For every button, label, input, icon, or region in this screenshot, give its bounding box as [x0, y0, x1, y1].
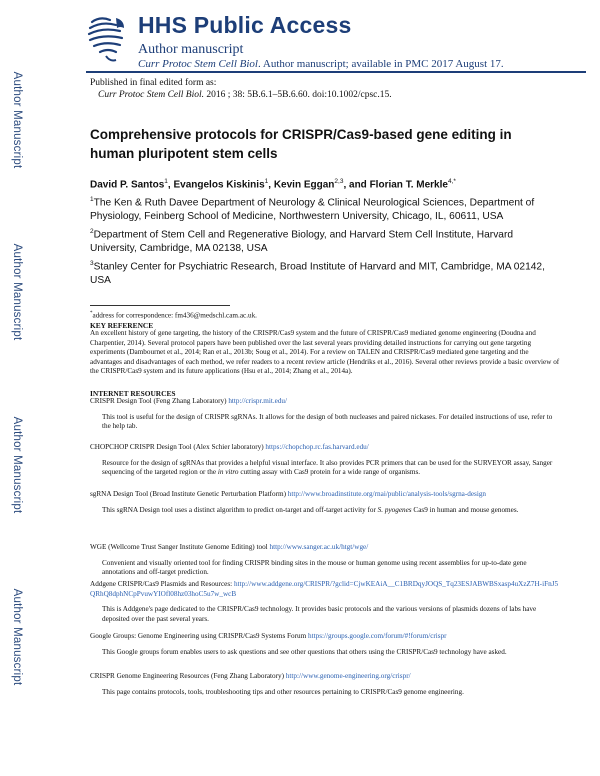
resource-title-line	[90, 580, 560, 599]
resource-item	[90, 543, 560, 578]
author-separator: ,	[167, 179, 174, 191]
resource-title: CHOPCHOP CRISPR Design Tool (Alex Schier laboratory)	[90, 443, 266, 451]
citation-details: 2016 ; 38: 5B.6.1–5B.6.60. doi:10.1002/cpsc.15.	[204, 90, 392, 100]
affiliation	[90, 193, 560, 223]
resource-description	[90, 459, 560, 478]
resource-link[interactable]: https://groups.google.com/forum/#!forum/crispr	[308, 632, 447, 640]
resource-description	[90, 506, 560, 516]
author-name: Kevin Eggan	[273, 179, 335, 191]
sidebar-label-text: Author Manuscript	[11, 243, 23, 341]
resource-link[interactable]: http://www.sanger.ac.uk/htgt/wge/	[269, 543, 369, 551]
resource-title: CRISPR Design Tool (Feng Zhang Laboratory)	[90, 397, 229, 405]
resource-description-part: Resource for the design of sgRNAs that provides a helpful visual interface. It also provides PCR primers that can be used for the SURVEYOR assay, Sanger sequencing of the targeted region or the	[102, 458, 553, 476]
correspondence-footnote	[90, 309, 560, 321]
resource-title-line	[90, 490, 560, 500]
key-reference-heading: KEY REFERENCE	[90, 321, 154, 330]
resource-link[interactable]: http://www.broadinstitute.org/rnai/public/analysis-tools/sgrna-design	[287, 490, 487, 498]
affiliation-number: 1	[90, 196, 94, 203]
sidebar-author-manuscript-label	[4, 577, 30, 697]
hhs-eagle-logo-icon	[86, 12, 130, 64]
resource-title: CRISPR Genome Engineering Resources (Feng Zhang Laboratory)	[90, 672, 286, 680]
resource-item	[90, 490, 560, 515]
citation-journal: Curr Protoc Stem Cell Biol.	[98, 90, 204, 100]
footnote-rule	[90, 305, 230, 306]
key-reference-text: An excellent history of gene targeting, the history of the CRISPR/Cas9 system and the future of CRISPR/Cas9 mediated genome engineering (Doudna and Charpentier, 2014). Several protocol papers have been published over the last several years providing detailed instructions for carrying out gene targeting experiments (Dambournet et al., 2014; Ran et al., 2013b; Soug et al., 2014). For a review on TALEN and CRISPR/Cas9 mediated gene targeting and the advantages and disadvantages of each method, we refer readers to a recent review article (Hendriks et al., 2016). Several other reviews provide a basic overview of the CRISPR/Cas9 system and its future applications (Hsu et al., 2014; Zhang et al., 2014a).	[90, 329, 560, 375]
author-affiliation-sup: 1	[264, 178, 269, 185]
sidebar-label-text: Author Manuscript	[11, 588, 23, 686]
affiliation-text: Department of Stem Cell and Regenerative Biology, and Harvard Stem Cell Institute, Harvard University, Cambridge, MA 02138, USA	[90, 229, 514, 254]
affiliation	[90, 225, 560, 255]
author-affiliation-sup: 1	[164, 178, 168, 185]
availability-text: . Author manuscript; available in PMC 2017 August 17.	[257, 58, 504, 70]
footnote-text: address for correspondence: fm436@medschl.cam.ac.uk.	[92, 311, 257, 320]
affiliation-number: 3	[90, 260, 94, 267]
resource-item	[90, 632, 560, 657]
resource-item	[90, 580, 560, 624]
sidebar-author-manuscript-label	[4, 405, 30, 525]
resource-title-line	[90, 543, 560, 553]
author-name: Florian T. Merkle	[369, 179, 448, 191]
resource-description-italic: S. pyogenes	[377, 505, 412, 514]
journal-availability-line	[138, 58, 504, 70]
resource-description: This tool is useful for the design of CRISPR sgRNAs. It allows for the design of both nucleases and paired nickases. For detailed instructions of use, refer to the help tab.	[102, 412, 553, 430]
resource-title-line	[90, 632, 560, 642]
author-affiliation-sup: 2,3	[334, 178, 344, 185]
affiliation	[90, 257, 560, 287]
resource-title: Addgene CRISPR/Cas9 Plasmids and Resources:	[90, 580, 234, 588]
resource-title-line	[90, 397, 560, 407]
author-affiliation-sup: 4,*	[447, 178, 456, 185]
journal-name: Curr Protoc Stem Cell Biol	[138, 58, 258, 70]
footnote-marker: *	[90, 311, 93, 316]
author-name: Evangelos Kiskinis	[173, 179, 265, 191]
author-name: David P. Santos	[90, 179, 165, 191]
resource-link[interactable]: http://crispr.mit.edu/	[228, 397, 288, 405]
hhs-header	[86, 12, 586, 78]
resource-description-italic: in vitro	[217, 468, 239, 476]
resource-title: Google Groups: Genome Engineering using CRISPR/Cas9 Systems Forum	[90, 632, 309, 640]
resource-link[interactable]: https://chopchop.rc.fas.harvard.edu/	[265, 443, 369, 451]
published-citation	[90, 89, 392, 101]
author-separator: , and	[343, 179, 370, 191]
affiliation-number: 2	[90, 228, 94, 235]
resource-description-part: cutting assay with Cas9 protein for a wide range of organisms.	[238, 468, 421, 476]
resource-item	[90, 672, 560, 697]
affiliation-text: Stanley Center for Psychiatric Research, Broad Institute of Harvard and MIT, Cambridge, MA 02142, USA	[90, 261, 545, 286]
resource-description-part: Cas9 in human and mouse genomes.	[411, 505, 519, 514]
resource-title: WGE (Wellcome Trust Sanger Institute Genome Editing) tool	[90, 543, 270, 551]
header-rule	[86, 71, 586, 73]
sidebar-label-text: Author Manuscript	[11, 71, 23, 169]
resource-title-line	[90, 672, 560, 682]
resource-title-line	[90, 443, 560, 453]
resource-item	[90, 443, 560, 478]
paper-title: Comprehensive protocols for CRISPR/Cas9-based gene editing in human pluripotent stem cells	[90, 127, 512, 161]
published-in-block	[90, 77, 392, 101]
resource-description-part: This sgRNA Design tool uses a distinct algorithm to predict on-target and off-target activity for	[102, 505, 378, 514]
resource-link[interactable]: http://www.genome-engineering.org/crispr/	[285, 672, 411, 680]
sidebar-author-manuscript-label	[4, 60, 30, 180]
author-separator: ,	[268, 179, 274, 191]
resource-description: This Google groups forum enables users to ask questions and see other questions that others using the CRISPR/Cas9 technology have asked.	[102, 647, 507, 656]
sidebar-label-text: Author Manuscript	[11, 416, 23, 514]
resource-item	[90, 397, 560, 432]
resource-link[interactable]: http://www.addgene.org/CRISPR/?gclid=CjwKEAiA__C1BRDqyJOQS_Tq23ESJABWBSxasp4uXzZ7H-iFnJ5QRhQ8dphNCpPvuwYIOfl08hz03hoC5u7w_wcB	[90, 580, 559, 598]
published-label: Published in final edited form as:	[90, 78, 217, 88]
author-list	[90, 178, 560, 190]
resource-description: This page contains protocols, tools, troubleshooting tips and other resources pertaining to CRISPR/Cas9 genome engineering.	[102, 687, 464, 696]
affiliation-text: The Ken & Ruth Davee Department of Neurology & Clinical Neurological Sciences, Department of Physiology, Feinberg School of Medicine, Northwestern University, Chicago, IL, 60611, USA	[90, 197, 535, 222]
resource-title: sgRNA Design Tool (Broad Institute Genetic Perturbation Platform)	[90, 490, 288, 498]
resource-description: This is Addgene's page dedicated to the CRISPR/Cas9 technology. It provides basic protocols and the various versions of plasmids dozens of labs have deposited over the past several years.	[102, 605, 537, 623]
hhs-public-access-title: HHS Public Access	[138, 12, 352, 38]
author-manuscript-subtitle: Author manuscript	[138, 42, 244, 57]
sidebar-author-manuscript-label	[4, 232, 30, 352]
resource-description: Convenient and visually oriented tool for finding CRISPR binding sites in the mouse or human genome using recent assemblies for up-to-date gene annotations and off-target prediction.	[102, 558, 527, 576]
internet-resources-heading: INTERNET RESOURCES	[90, 389, 176, 398]
